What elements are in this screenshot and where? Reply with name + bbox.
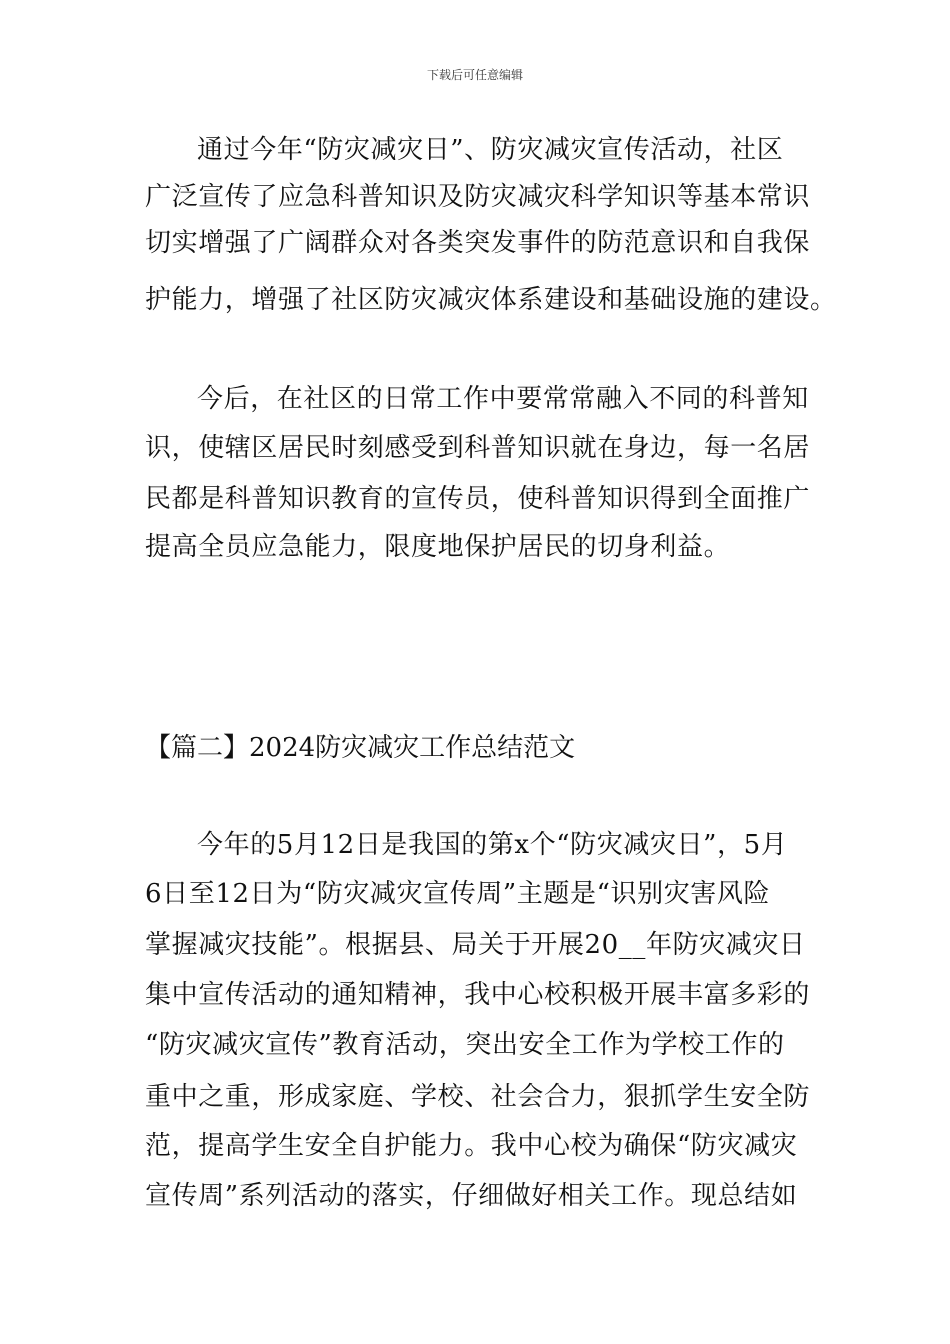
text-line: 通过今年“防灾减灾日”、防灾减灾宣传活动，社区 <box>197 135 784 165</box>
text-line: 范，提高学生安全自护能力。我中心校为确保“防灾减灾 <box>145 1131 798 1161</box>
section-title: 【篇二】2024防灾减灾工作总结范文 <box>145 733 576 763</box>
text-line: 重中之重，形成家庭、学校、社会合力，狠抓学生安全防 <box>145 1082 811 1112</box>
text-line: 广泛宣传了应急科普知识及防灾减灾科学知识等基本常识 <box>145 182 811 212</box>
text-line: 集中宣传活动的通知精神，我中心校积极开展丰富多彩的 <box>145 980 811 1010</box>
text-line: 护能力，增强了社区防灾减灾体系建设和基础设施的建设。 <box>145 285 837 315</box>
text-line: 掌握减灾技能”。根据县、局关于开展20__年防灾减灾日 <box>145 930 806 960</box>
text-line: 今年的5月12日是我国的第x个“防灾减灾日”，5月 <box>197 830 788 860</box>
text-line: “防灾减灾宣传”教育活动，突出安全工作为学校工作的 <box>145 1030 785 1060</box>
text-line: 6日至12日为“防灾减灾宣传周”主题是“识别灾害风险 <box>145 879 771 909</box>
text-line: 提高全员应急能力，限度地保护居民的切身利益。 <box>145 532 731 562</box>
text-line: 宣传周”系列活动的落实，仔细做好相关工作。现总结如 <box>145 1181 798 1211</box>
text-line: 民都是科普知识教育的宣传员，使科普知识得到全面推广 <box>145 484 811 514</box>
header-note: 下载后可任意编辑 <box>426 68 523 82</box>
text-line: 识，使辖区居民时刻感受到科普知识就在身边，每一名居 <box>145 433 811 463</box>
text-line: 切实增强了广阔群众对各类突发事件的防范意识和自我保 <box>145 228 811 258</box>
text-line: 今后，在社区的日常工作中要常常融入不同的科普知 <box>197 384 809 414</box>
